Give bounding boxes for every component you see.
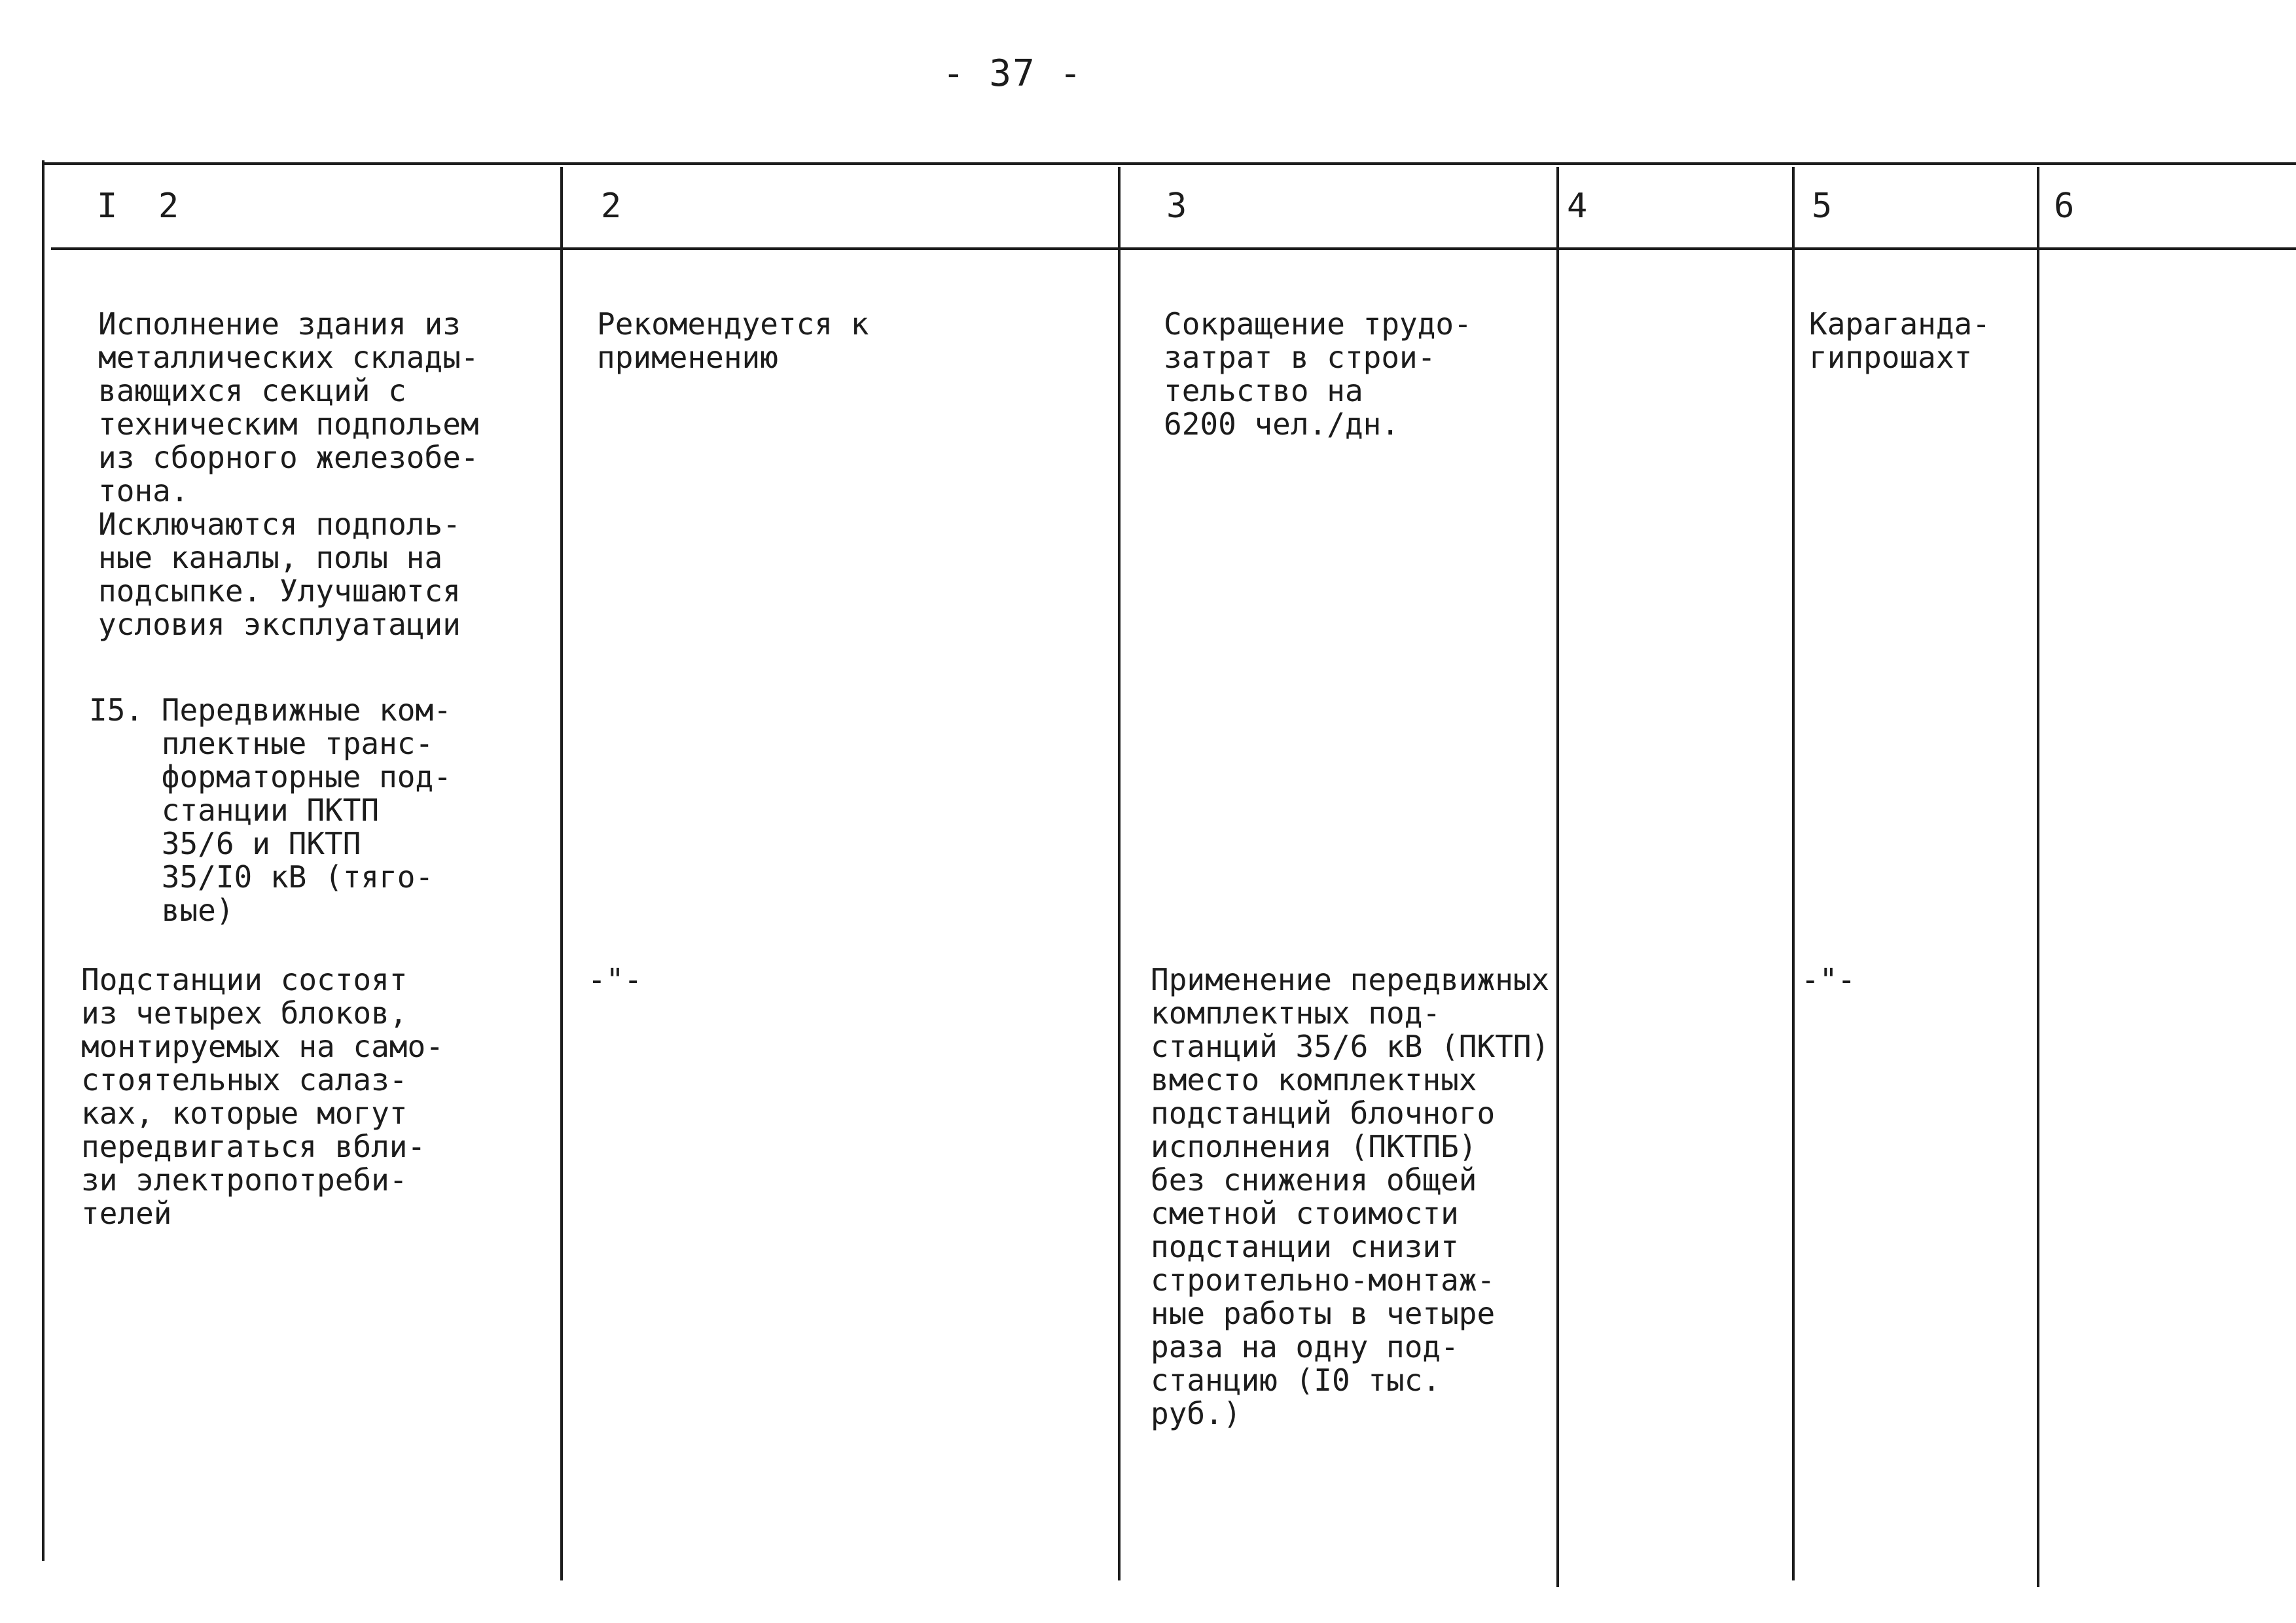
row2-description: Подстанции состоят из четырех блоков, монтируемых на само- стоятельных салаз- ках, которые могут передвигаться вбли- зи электропотреби- телей xyxy=(81,962,444,1231)
table-left-border xyxy=(42,160,45,1561)
row1-effect: Сокращение трудо- затрат в строи- тельство на 6200 чел./дн. xyxy=(1164,306,1472,442)
column-header-6: 6 xyxy=(2054,187,2075,226)
column-divider-1 xyxy=(560,167,563,1580)
row1-organization: Караганда- гипрошахт xyxy=(1809,306,1990,375)
row2-effect: Применение передвижных комплектных под- станций 35/6 кВ (ПКТП) вместо комплектных подстанций блочного исполнения (ПКТПБ) без снижения общей сметной стоимости подстанции снизит строительно-монтаж- ные работы в четыре раза на одну под- станцию (I0 тыс. руб.) xyxy=(1151,962,1550,1431)
row2-organization: -"- xyxy=(1801,962,1856,997)
column-divider-2 xyxy=(1118,167,1121,1580)
table-header-rule xyxy=(51,247,2296,250)
row2-recommendation: -"- xyxy=(588,962,643,997)
item-15-title: I5. Передвижные ком- плектные транс- форматорные под- станции ПКТП 35/6 и ПКТП 35/I0 кВ (тяго- вые) xyxy=(89,692,452,928)
column-header-3: 3 xyxy=(1166,187,1187,226)
column-divider-4 xyxy=(1792,167,1795,1580)
column-header-2: 2 xyxy=(601,187,622,226)
column-divider-5 xyxy=(2037,167,2039,1587)
row1-description: Исполнение здания из металлических склады- вающихся секций с техническим подпольем из сборного железобе- тона. Исключаются подполь- ные каналы, полы на подсыпке. Улучшаются условия эксплуатации xyxy=(98,306,479,642)
page-number: - 37 - xyxy=(942,52,1083,95)
column-header-5: 5 xyxy=(1812,187,1833,226)
column-header-4: 4 xyxy=(1567,187,1588,226)
table-top-rule xyxy=(42,162,2296,165)
row1-recommendation: Рекомендуется к применению xyxy=(597,306,869,375)
column-header-1: I 2 xyxy=(97,187,179,226)
column-divider-3 xyxy=(1556,167,1559,1587)
